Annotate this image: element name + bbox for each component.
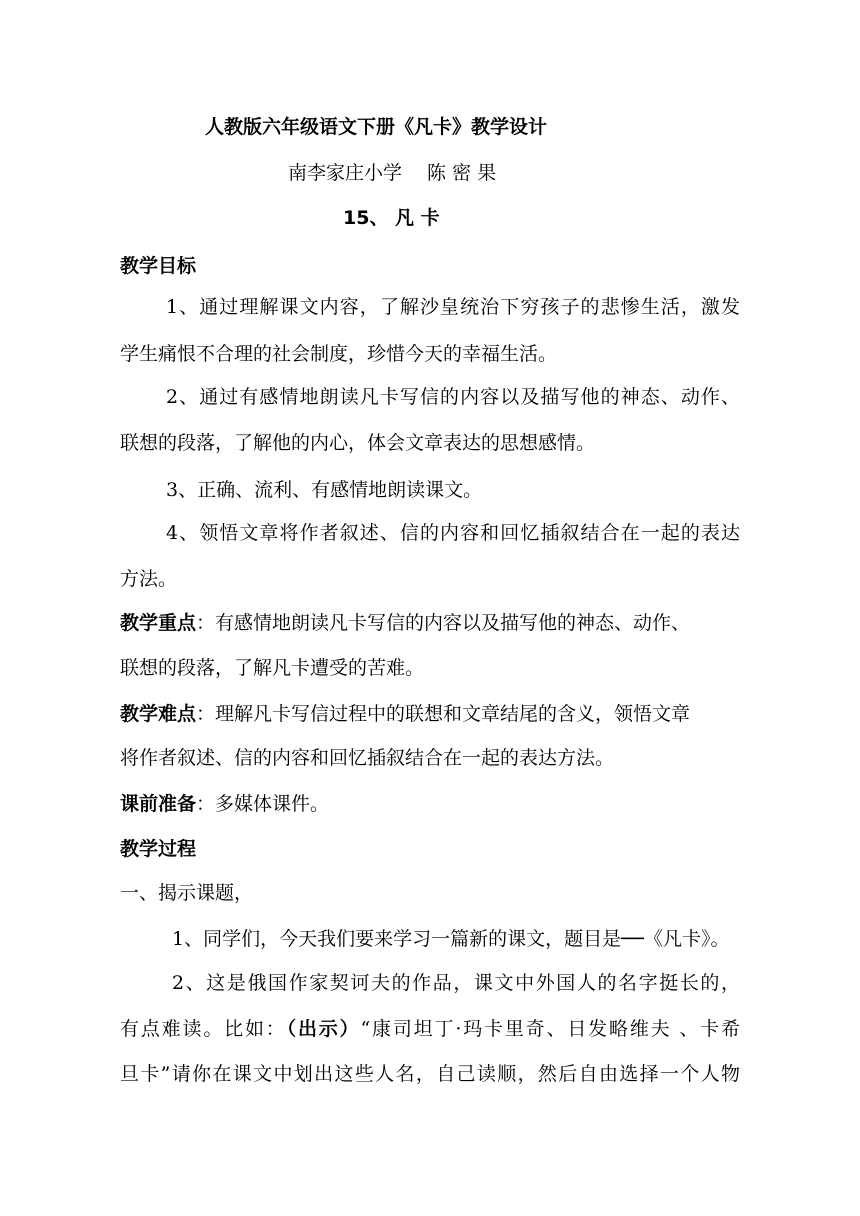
objective-4-line-2: 方法。 xyxy=(120,568,178,590)
process-paragraph-2-text-after: “康司坦丁·玛卡里奇、日发略维夫 、卡希 xyxy=(360,1018,740,1040)
difficulties-label: 教学难点 xyxy=(120,703,197,725)
objective-2-line-2: 联想的段落，了解他的内心，体会文章表达的思想感情。 xyxy=(120,432,596,454)
process-paragraph-2-line-1: 2、这是俄国作家契诃夫的作品，课文中外国人的名字挺长的， xyxy=(172,972,740,994)
difficulties-line-1 xyxy=(120,701,740,727)
key-points-line-1 xyxy=(120,610,740,636)
objective-4-line-1: 4、领悟文章将作者叙述、信的内容和回忆插叙结合在一起的表达 xyxy=(166,522,740,544)
preparation-line xyxy=(120,791,740,817)
lesson-title: 15、 凡 卡 xyxy=(343,207,440,229)
key-points-label: 教学重点 xyxy=(120,612,197,634)
difficulties-line-2: 将作者叙述、信的内容和回忆插叙结合在一起的表达方法。 xyxy=(120,747,615,769)
key-points-line-2: 联想的段落，了解凡卡遭受的苦难。 xyxy=(120,657,425,679)
section-1-heading: 一、揭示课题， xyxy=(120,882,254,904)
document-title: 人教版六年级语文下册《凡卡》教学设计 xyxy=(205,116,548,138)
process-paragraph-2-line-3: 旦卡”请你在课文中划出这些人名，自己读顺，然后自由选择一个人物 xyxy=(120,1063,740,1085)
process-heading: 教学过程 xyxy=(120,838,197,860)
objective-2-line-1: 2、通过有感情地朗读凡卡写信的内容以及描写他的神态、动作、 xyxy=(166,386,740,408)
preparation-text: ：多媒体课件。 xyxy=(196,793,330,815)
objective-3: 3、正确、流利、有感情地朗读课文。 xyxy=(166,479,483,501)
preparation-label: 课前准备 xyxy=(120,793,197,815)
objectives-heading: 教学目标 xyxy=(120,255,197,277)
show-marker: （出示） xyxy=(286,1018,361,1040)
process-paragraph-1: 1、同学们，今天我们要来学习一篇新的课文，题目是──《凡卡》。 xyxy=(172,928,730,950)
difficulties-text: ：理解凡卡写信过程中的联想和文章结尾的含义，领悟文章 xyxy=(196,703,691,725)
process-paragraph-2-line-2 xyxy=(120,1016,740,1042)
objective-1-line-2: 学生痛恨不合理的社会制度，珍惜今天的幸福生活。 xyxy=(120,343,558,365)
key-points-text: ：有感情地朗读凡卡写信的内容以及描写他的神态、动作、 xyxy=(196,612,691,634)
objective-1-line-1: 1、通过理解课文内容，了解沙皇统治下穷孩子的悲惨生活，激发 xyxy=(166,296,740,318)
process-paragraph-2-text-before: 有点难读。比如： xyxy=(120,1018,287,1040)
author-line: 南李家庄小学 陈 密 果 xyxy=(288,162,497,184)
